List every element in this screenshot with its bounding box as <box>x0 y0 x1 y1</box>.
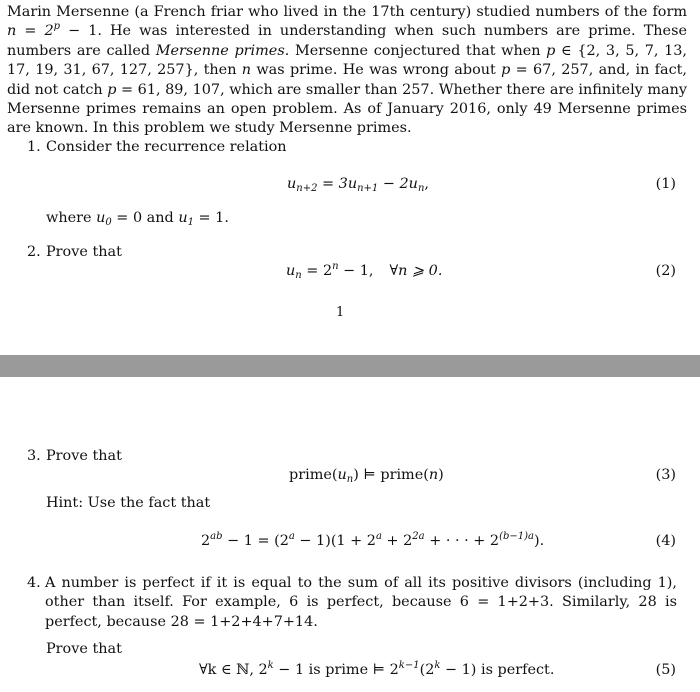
mersenne-primes-term: Mersenne primes <box>155 42 285 59</box>
item-3-hint: Hint: Use the fact that <box>46 495 211 511</box>
item-4-prove: Prove that <box>46 641 122 657</box>
item-1-conditions: where $u_0 = 0$ and $u_1 = 1$. <box>46 210 229 228</box>
equation-3: $prime(u_n)$ ⊨ prime(n) <box>289 467 444 485</box>
equation-4-label: (4) <box>655 533 676 549</box>
equation-1: $u_{n+2} = 3u_{n+1} - 2u_n$, <box>287 176 429 194</box>
item-2-number: 2. <box>27 244 41 260</box>
item-3-text: Prove that <box>46 448 122 464</box>
item-3-number: 3. <box>27 448 41 464</box>
item-1-text: Consider the recurrence relation <box>46 139 287 155</box>
item-4-number: 4. <box>27 575 41 591</box>
page-2 <box>0 377 700 692</box>
equation-2-label: (2) <box>655 263 676 279</box>
equation-5-label: (5) <box>655 662 676 678</box>
equation-5: ∀k ∈ ℕ, $2^k - 1$ is prime ⊨ $2^{k-1}(2^k - 1)$ is perfect. <box>199 660 555 678</box>
equation-2: $u_n = 2^n - 1$, ∀n ⩾ 0. <box>286 261 443 281</box>
equation-3-label: (3) <box>655 467 676 483</box>
item-2-text: Prove that <box>46 244 122 260</box>
page-number: 1 <box>336 305 345 320</box>
item-1-number: 1. <box>27 139 41 155</box>
equation-1-label: (1) <box>655 176 676 192</box>
page-separator <box>0 355 700 377</box>
equation-4: $2^{ab} - 1 = (2^a - 1)(1 + 2^a + 2^{2a}$ + · · · + $2^{(b-1)a}$). <box>201 531 545 549</box>
intro-paragraph: Marin Mersenne (a French friar who lived in the 17th century) studied numbers of the form $n = 2^p - 1$. He was interested in understanding when such numbers are prime. These numbers are called Mersenne primes. Mersenne conjectured that when p ∈ {2, 3, 5, 7, 13, 17, 19, 31, 67, 127, 257}, then n was prime. He was wrong about p = 67, 257, and, in fact, did not catch p = 61, 89, 107, which are smaller than 257. Whether there are infinitely many Mersenne primes remains an open problem. As of January 2016, only 49 Mersenne primes are known. In this problem we study Mersenne primes. <box>7 4 688 137</box>
item-4-text: A number is perfect if it is equal to the sum of all its positive divisors (including 1), other than itself. For example, 6 is perfect, because 6 = 1+2+3. Similarly, 28 is perfect, because 28 = 1+2+4+7+14. <box>45 575 677 630</box>
